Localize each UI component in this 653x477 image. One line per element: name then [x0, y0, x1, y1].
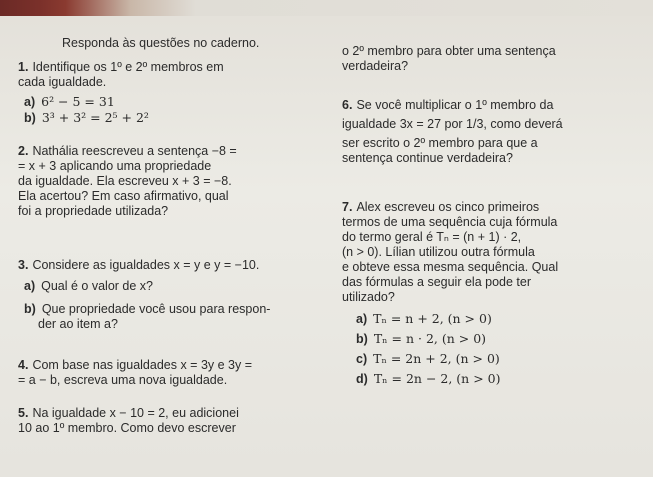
- question-1: [18, 60, 336, 126]
- question-6-line-4: sentença continue verdadeira?: [342, 151, 513, 165]
- page-header-band: [0, 0, 653, 16]
- instructions-text: Responda às questões no caderno.: [62, 36, 260, 50]
- question-5-line-1: Na igualdade x − 10 = 2, eu adicionei: [32, 406, 239, 420]
- question-1-item-b-expr: 3³ + 3² = 2⁵ + 2²: [41, 110, 149, 125]
- question-1-item-b-label: b): [24, 111, 36, 125]
- question-4-line-1: Com base nas igualdades x = 3y e 3y =: [32, 358, 253, 372]
- question-7-line-1: Alex escreveu os cinco primeiros: [356, 200, 540, 214]
- question-5-continuation: [342, 44, 648, 74]
- question-6-line-3: ser escrito o 2º membro para que a: [342, 136, 538, 150]
- question-3-item-b-text: Que propriedade você usou para respon-: [41, 302, 271, 316]
- question-5-number: 5.: [18, 406, 29, 420]
- question-7-option-b-expr: Tₙ = n · 2, (n > 0): [373, 331, 487, 346]
- question-2-line-2: = x + 3 aplicando uma propriedade: [18, 159, 212, 173]
- question-1-line-2: cada igualdade.: [18, 75, 107, 89]
- question-7-line-6: das fórmulas a seguir ela pode ter: [342, 275, 531, 289]
- question-1-number: 1.: [18, 60, 29, 74]
- question-7-number: 7.: [342, 200, 353, 214]
- question-7-option-a-expr: Tₙ = n + 2, (n > 0): [373, 311, 492, 326]
- question-3-item-b-label: b): [24, 302, 36, 316]
- question-7-option-c: [356, 351, 648, 367]
- question-7-line-5: e obteve essa mesma sequência. Qual: [342, 260, 559, 274]
- question-2-line-1: Nathália reescreveu a sentença −8 =: [32, 144, 237, 158]
- question-1-item-a-label: a): [24, 95, 36, 109]
- question-6-line-2: igualdade 3x = 27 por 1/3, como deverá: [342, 117, 563, 131]
- question-7-option-d: [356, 371, 648, 387]
- question-3-line-1: Considere as igualdades x = y e y = −10.: [32, 258, 260, 272]
- question-5-cont-line-2: verdadeira?: [342, 59, 409, 73]
- question-7-option-c-expr: Tₙ = 2n + 2, (n > 0): [373, 351, 500, 366]
- question-2-line-3: da igualdade. Ela escreveu x + 3 = −8.: [18, 174, 232, 188]
- question-7-option-b: [356, 331, 648, 347]
- question-2: [18, 144, 336, 219]
- question-2-number: 2.: [18, 144, 29, 158]
- question-7-line-7: utilizado?: [342, 290, 395, 304]
- question-2-line-4: Ela acertou? Em caso afirmativo, qual: [18, 189, 229, 203]
- question-7: [342, 200, 648, 387]
- question-3-item-a-text: Qual é o valor de x?: [41, 279, 153, 293]
- question-3: [18, 258, 336, 332]
- question-3-item-a-label: a): [24, 279, 36, 293]
- question-6: [342, 98, 648, 166]
- question-7-option-a-label: a): [356, 312, 368, 326]
- question-6-number: 6.: [342, 98, 353, 112]
- question-2-line-5: foi a propriedade utilizada?: [18, 204, 169, 218]
- question-5-line-2: 10 ao 1º membro. Como devo escrever: [18, 421, 236, 435]
- question-1-item-a-expr: 6² − 5 = 31: [41, 94, 115, 109]
- question-7-option-c-label: c): [356, 352, 368, 366]
- question-3-number: 3.: [18, 258, 29, 272]
- question-4-number: 4.: [18, 358, 29, 372]
- question-4-line-2: = a − b, escreva uma nova igualdade.: [18, 373, 228, 387]
- question-7-option-b-label: b): [356, 332, 368, 346]
- question-7-option-d-expr: Tₙ = 2n − 2, (n > 0): [373, 371, 501, 386]
- question-1-line-1: Identifique os 1º e 2º membros em: [32, 60, 224, 74]
- question-7-line-4: (n > 0). Lílian utilizou outra fórmula: [342, 245, 535, 259]
- instructions: [62, 36, 380, 51]
- question-7-option-d-label: d): [356, 372, 368, 386]
- question-3-item-b-cont: der ao item a?: [38, 317, 118, 331]
- question-7-option-a: [356, 311, 648, 327]
- question-6-line-1: Se você multiplicar o 1º membro da: [356, 98, 554, 112]
- question-7-line-3: do termo geral é Tₙ = (n + 1) · 2,: [342, 230, 522, 244]
- question-5-cont-line-1: o 2º membro para obter uma sentença: [342, 44, 556, 58]
- question-4: [18, 358, 336, 388]
- question-5: [18, 406, 336, 436]
- question-7-line-2: termos de uma sequência cuja fórmula: [342, 215, 558, 229]
